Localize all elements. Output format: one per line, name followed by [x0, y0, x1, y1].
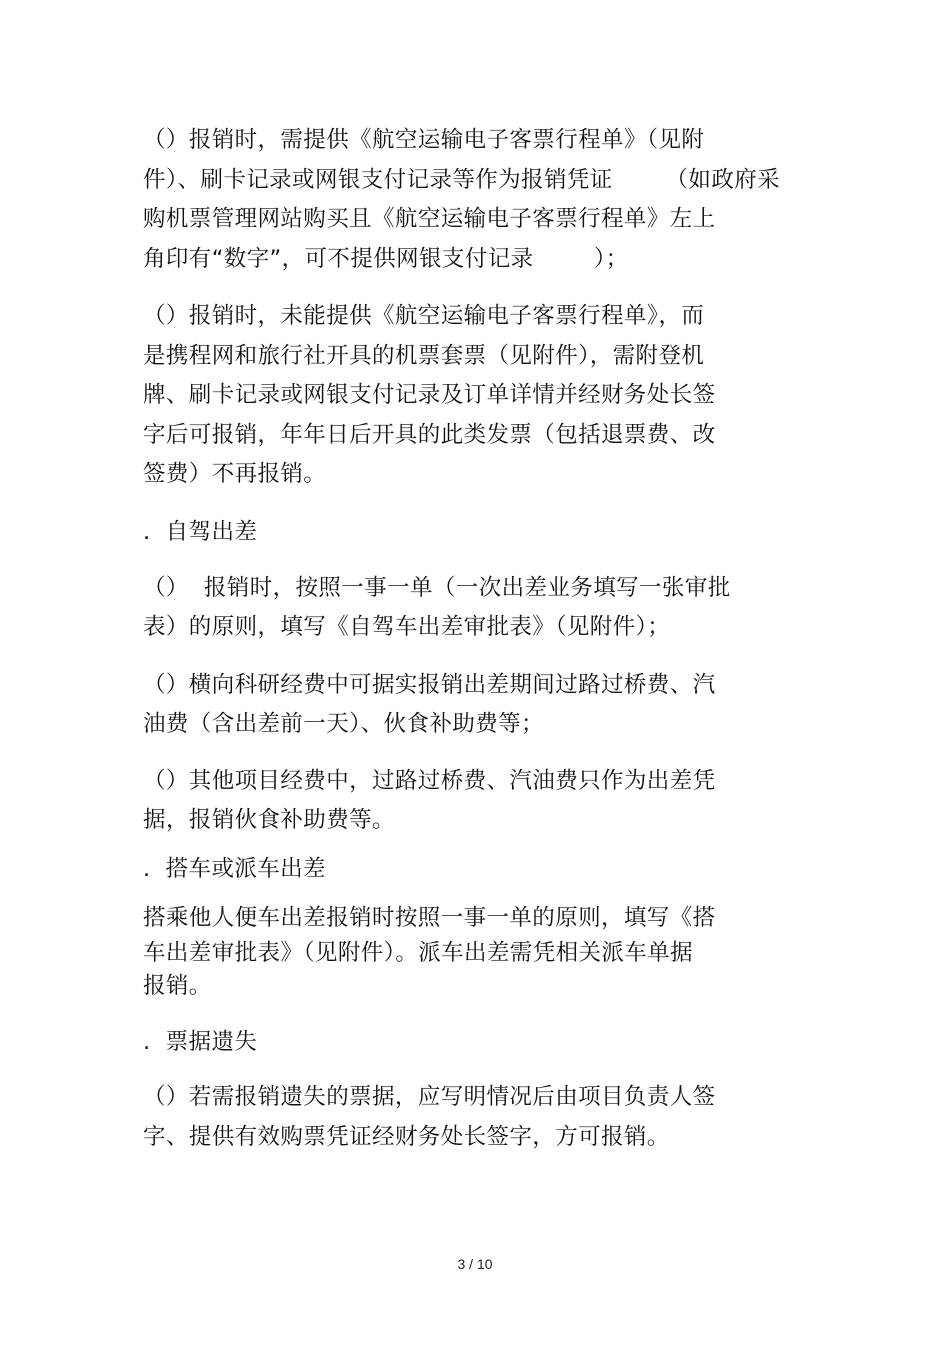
- paragraph-line: 报销。: [143, 973, 212, 999]
- paragraph-line: 油费（含出差前一天）、伙食补助费等；: [143, 711, 544, 737]
- paragraph-line: 件）、刷卡记录或网银支付记录等作为报销凭证 （如政府采: [143, 167, 781, 193]
- paragraph-line: （）报销时，未能提供《航空运输电子客票行程单》，而: [143, 303, 705, 329]
- paragraph-line: （）横向科研经费中可据实报销出差期间过路过桥费、汽: [143, 672, 716, 698]
- paragraph-line: 表）的原则，填写《自驾车出差审批表》（见附件）；: [143, 614, 671, 640]
- section-heading: . 自驾出差: [143, 519, 258, 545]
- paragraph-line: （）报销时，需提供《航空运输电子客票行程单》（见附: [143, 127, 705, 153]
- page-number: 3 / 10: [457, 1256, 493, 1272]
- paragraph-line: （） 报销时，按照一事一单（一次出差业务填写一张审批: [143, 575, 731, 601]
- paragraph-line: 是携程网和旅行社开具的机票套票（见附件），需附登机: [143, 343, 705, 369]
- paragraph-line: 搭乘他人便车出差报销时按照一事一单的原则，填写《搭: [143, 905, 716, 931]
- section-heading: . 搭车或派车出差: [143, 856, 326, 882]
- paragraph-line: 购机票管理网站购买且《航空运输电子客票行程单》左上: [143, 206, 716, 232]
- paragraph-line: 角印有“数字”，可不提供网银支付记录 ）；: [143, 246, 629, 272]
- paragraph-line: 字后可报销，年年日后开具的此类发票（包括退票费、改: [143, 422, 716, 448]
- paragraph-line: 据，报销伙食补助费等。: [143, 807, 395, 833]
- paragraph-line: 车出差审批表》（见附件）。派车出差需凭相关派车单据: [143, 940, 694, 966]
- paragraph-line: 字、提供有效购票凭证经财务处长签字，方可报销。: [143, 1124, 670, 1150]
- paragraph-line: 牌、刷卡记录或网银支付记录及订单详情并经财务处长签: [143, 382, 716, 408]
- paragraph-line: 签费）不再报销。: [143, 461, 327, 487]
- section-heading: . 票据遗失: [143, 1029, 258, 1055]
- paragraph-line: （）其他项目经费中，过路过桥费、汽油费只作为出差凭: [143, 768, 716, 794]
- paragraph-line: （）若需报销遗失的票据，应写明情况后由项目负责人签: [143, 1084, 716, 1110]
